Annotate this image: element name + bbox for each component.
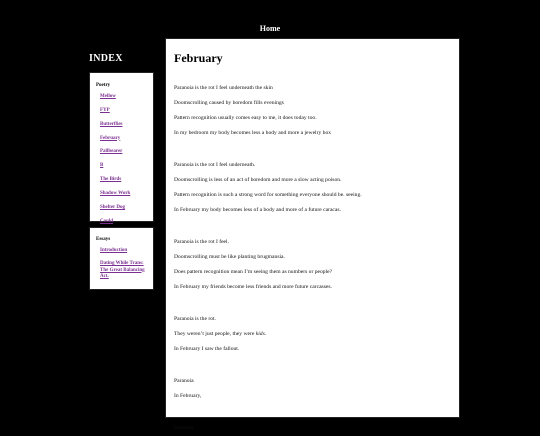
poetry-box [89, 72, 154, 222]
poem-line: Pattern recognition usually comes easy to me, it does today too. [174, 115, 317, 121]
poem-line: Pattern recognition is such a strong word for something everyone should be. seeing. [174, 192, 362, 198]
poem-line: In February my body becomes less of a body and more of a future caracas. [174, 207, 341, 213]
index-title: INDEX [89, 53, 123, 64]
poem-line: Paranoia is the rot I feel underneath. [174, 162, 256, 168]
poetry-heading: Poetry [96, 83, 111, 88]
stanza-4 [174, 312, 451, 357]
poem-line: Doomscrolling caused by boredom fills evenings [174, 100, 284, 106]
poem-line: In February, [174, 393, 202, 399]
poem-link-shadow-work[interactable]: Shadow Work [100, 190, 131, 196]
essay-link-dating-while-trans[interactable]: Dating While Trans: The Great Balancing Act. [100, 261, 145, 279]
stanza-3 [174, 235, 451, 295]
poem-link-february[interactable]: February [100, 135, 121, 141]
essay-link-introduction[interactable]: Introduction [100, 248, 128, 253]
poem-line: In February my friends become less friends and more future carcasses. [174, 284, 332, 290]
poem-line: Paranoia is the rot I feel underneath the skin [174, 85, 273, 91]
poem-link-the-birds[interactable]: The Birds [100, 177, 122, 183]
poem-emphasis: kids. [255, 331, 267, 337]
poem-line: Paranoia [174, 425, 194, 431]
stanza-2 [174, 158, 451, 218]
poem-link-mellow[interactable]: Mellow [100, 94, 116, 99]
poem-line: Paranoia [174, 378, 194, 384]
poem-line [174, 327, 451, 342]
stanza-6 [174, 421, 451, 436]
poem-line: Doomscrolling is less of an act of boredom and more a slow acting poison. [174, 177, 342, 183]
poem-line: In my bedroom my body becomes less a body and more a jewelry box [174, 130, 332, 136]
poem-line: Doomscrolling must be like planting brugmansia. [174, 254, 285, 260]
top-nav [0, 0, 540, 38]
poem-line-text: They weren’t just people, they were [174, 331, 256, 337]
page-title: February [174, 51, 223, 65]
main-content [165, 38, 460, 431]
poem-line: Paranoia is the rot. [174, 316, 216, 322]
poem-line: In February I saw the fallout. [174, 346, 240, 352]
poem-line: Does pattern recognition mean I’m seeing them as numbers or people? [174, 269, 333, 275]
home-link[interactable]: Home [259, 24, 281, 33]
poem-link-butterflies[interactable]: Butterflies [100, 121, 123, 127]
poem-link-pallbearer[interactable]: Pallbearer [100, 149, 123, 155]
poem-line: Paranoia is the rot I feel. [174, 239, 229, 245]
stanza-5 [174, 374, 451, 404]
poem-link-fyp[interactable]: FYP [100, 107, 110, 113]
poem-link-b[interactable]: B [100, 163, 104, 169]
poem-link-could[interactable]: Could [100, 218, 114, 224]
essays-heading: Essays [96, 237, 111, 242]
stanza-1 [174, 81, 451, 141]
essays-box [89, 227, 154, 290]
poem-link-shelter-dog[interactable]: Shelter Dog [100, 204, 126, 210]
